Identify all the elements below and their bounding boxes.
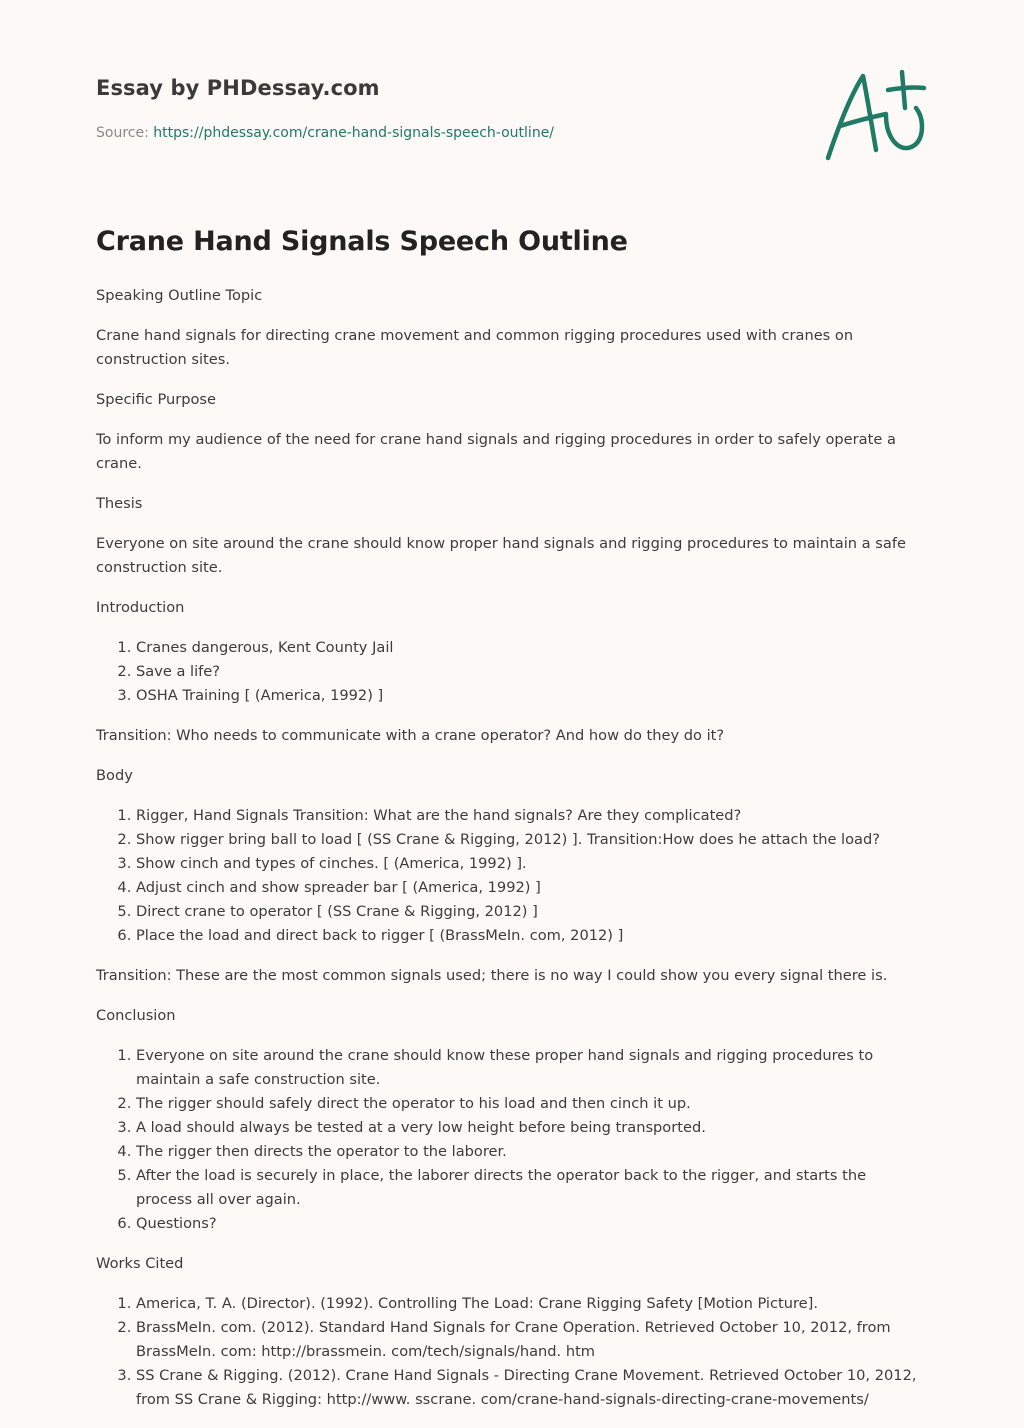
- source-link[interactable]: https://phdessay.com/crane-hand-signals-speech-outline/: [153, 125, 555, 141]
- topic-text: Crane hand signals for directing crane movement and common rigging procedures used with cranes on construction sites.: [96, 327, 854, 368]
- source-label: Source:: [96, 125, 154, 141]
- list-item: 1. Everyone on site around the crane should know these proper hand signals and rigging procedures to maintain a safe construction site.: [136, 1044, 926, 1092]
- list-item: 3. OSHA Training [ (America, 1992) ]: [136, 684, 926, 708]
- purpose-heading: Specific Purpose: [96, 391, 217, 408]
- list-item: 2. The rigger should safely direct the operator to his load and then cinch it up.: [136, 1092, 926, 1116]
- conclusion-list: [96, 1044, 926, 1236]
- essay-content: [96, 284, 926, 1428]
- list-item: 2. Show rigger bring ball to load [ (SS Crane & Rigging, 2012) ]. Transition:How does he attach the load?: [136, 828, 926, 852]
- body-list: [96, 804, 926, 948]
- list-item: 1. Rigger, Hand Signals Transition: What are the hand signals? Are they complicated?: [136, 804, 926, 828]
- list-item: 2. Save a life?: [136, 660, 926, 684]
- list-item: 5. Direct crane to operator [ (SS Crane & Rigging, 2012) ]: [136, 900, 926, 924]
- a-plus-logo-icon: [820, 66, 930, 166]
- works-cited-list: [96, 1292, 926, 1412]
- thesis-text: Everyone on site around the crane should know proper hand signals and rigging procedures to maintain a safe construction site.: [96, 535, 906, 576]
- list-item: 5. After the load is securely in place, the laborer directs the operator back to the rigger, and starts the process all over again.: [136, 1164, 926, 1212]
- conclusion-heading: Conclusion: [96, 1007, 176, 1024]
- list-item: 3. A load should always be tested at a very low height before being transported.: [136, 1116, 926, 1140]
- list-item: 1. America, T. A. (Director). (1992). Controlling The Load: Crane Rigging Safety [Motion Picture].: [136, 1292, 926, 1316]
- topic-heading: Speaking Outline Topic: [96, 287, 263, 304]
- body-heading: Body: [96, 767, 133, 784]
- list-item: 2. BrassMeIn. com. (2012). Standard Hand Signals for Crane Operation. Retrieved October 10, 2012, from BrassMeIn. com: http://brassmein. com/tech/signals/hand. htm: [136, 1316, 926, 1364]
- transition-2: Transition: These are the most common signals used; there is no way I could show you every signal there is.: [96, 967, 888, 984]
- site-brand: Essay by PHDessay.com: [96, 76, 380, 100]
- essay-title: Crane Hand Signals Speech Outline: [96, 226, 628, 257]
- intro-list: [96, 636, 926, 708]
- list-item: 4. Adjust cinch and show spreader bar [ (America, 1992) ]: [136, 876, 926, 900]
- list-item: 3. SS Crane & Rigging. (2012). Crane Hand Signals - Directing Crane Movement. Retrieved October 10, 2012, from SS Crane & Rigging: http://www. sscrane. com/crane-hand-signals-directing-crane-movements/: [136, 1364, 926, 1412]
- works-cited-heading: Works Cited: [96, 1255, 184, 1272]
- list-item: 6. Questions?: [136, 1212, 926, 1236]
- list-item: 1. Cranes dangerous, Kent County Jail: [136, 636, 926, 660]
- intro-heading: Introduction: [96, 599, 185, 616]
- list-item: 6. Place the load and direct back to rigger [ (BrassMeIn. com, 2012) ]: [136, 924, 926, 948]
- list-item: 4. The rigger then directs the operator to the laborer.: [136, 1140, 926, 1164]
- thesis-heading: Thesis: [96, 495, 143, 512]
- source-line: [96, 125, 554, 141]
- purpose-text: To inform my audience of the need for crane hand signals and rigging procedures in order to safely operate a crane.: [96, 431, 896, 472]
- transition-1: Transition: Who needs to communicate with a crane operator? And how do they do it?: [96, 727, 725, 744]
- list-item: 3. Show cinch and types of cinches. [ (America, 1992) ].: [136, 852, 926, 876]
